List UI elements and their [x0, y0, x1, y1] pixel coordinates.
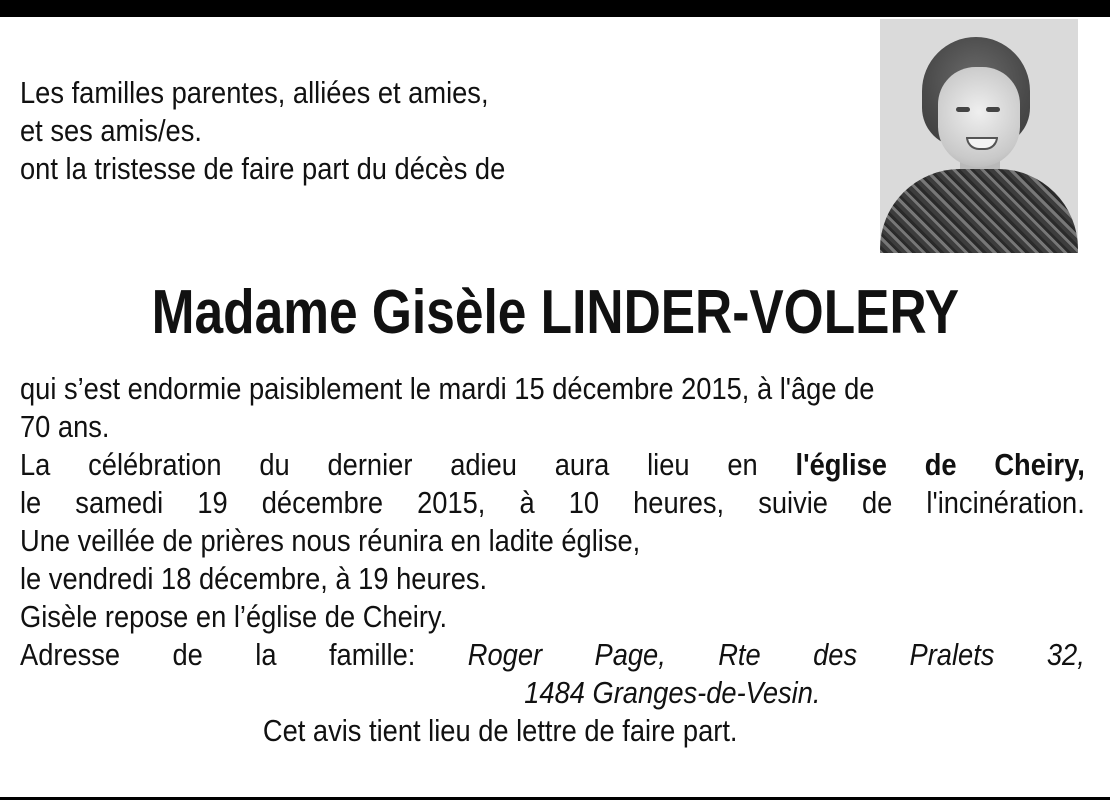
intro-line-3: ont la tristesse de faire part du décès de [20, 151, 506, 186]
deceased-name-heading [0, 278, 1110, 348]
intro-line-1: Les familles parentes, alliées et amies, [20, 75, 489, 110]
rest-line: Gisèle repose en l’église de Cheiry. [20, 599, 448, 634]
death-line-2: 70 ans. [20, 409, 110, 444]
bottom-border-rule [0, 797, 1110, 800]
deceased-name: Madame Gisèle LINDER-VOLERY [151, 278, 959, 347]
vigil-line-2: le vendredi 18 décembre, à 19 heures. [20, 561, 488, 596]
address-line-1: Roger Page, Rte des Pralets 32, [467, 637, 1085, 672]
intro-block [20, 74, 505, 188]
death-line-1: qui s’est endormie paisiblement le mardi 15 décembre 2015, à l'âge de [20, 371, 875, 406]
top-border-rule [0, 0, 1110, 17]
portrait-photo [880, 19, 1078, 253]
intro-line-2: et ses amis/es. [20, 113, 202, 148]
celebration-place: l'église de Cheiry, [795, 447, 1085, 482]
address-line [20, 636, 1085, 674]
celebration-prefix: La célébration du dernier adieu aura lieu en [20, 447, 758, 482]
celebration-line [20, 446, 1085, 484]
celebration-date-line: le samedi 19 décembre 2015, à 10 heures, suivie de l'incinération. [20, 485, 1085, 520]
closing-line: Cet avis tient lieu de lettre de faire part. [262, 713, 738, 748]
address-label: Adresse de la famille: [20, 637, 416, 672]
vigil-line-1: Une veillée de prières nous réunira en ladite église, [20, 523, 641, 558]
notice-body [20, 370, 1085, 750]
address-line-2: 1484 Granges-de-Vesin. [524, 675, 821, 710]
